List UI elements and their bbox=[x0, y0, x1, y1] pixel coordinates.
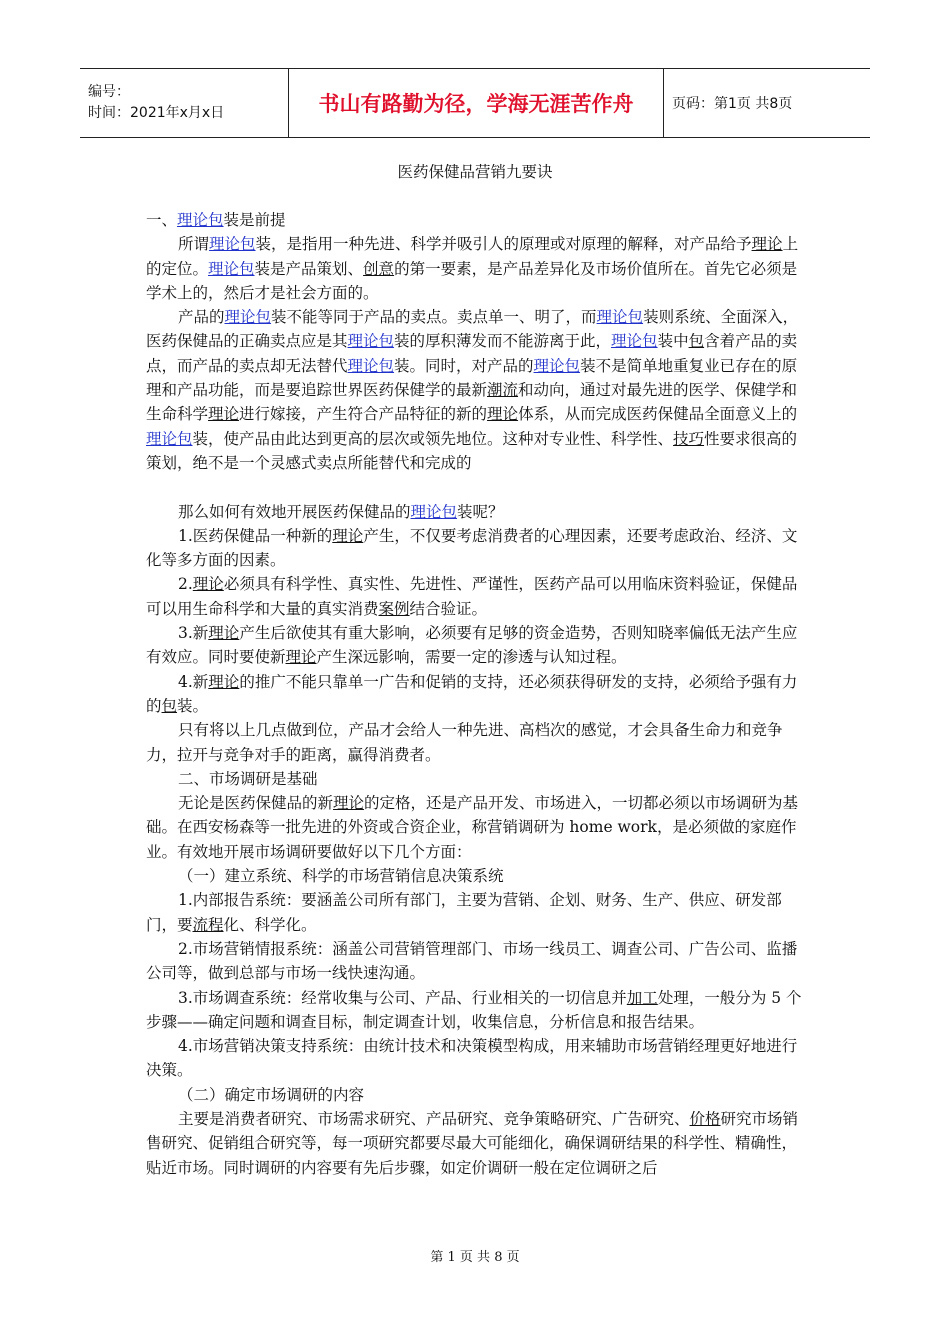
paragraph-text: 性要求很高的策划，绝不是一个灵感式卖点所能替代和完成的 bbox=[146, 429, 798, 472]
paragraph-text: 1.内部报告系统：要涵盖公司所有部门，主要为营销、企划、财务、生产、供应、研发部门，要 bbox=[146, 891, 782, 934]
paragraph bbox=[146, 305, 810, 475]
header-page-code: 页码：第1页 共8页 bbox=[672, 96, 793, 112]
paragraph-text: 3.新 bbox=[178, 624, 209, 643]
underlined-term: 创意 bbox=[363, 259, 395, 278]
paragraph-text: 装中 bbox=[657, 332, 689, 351]
underlined-term: 理论 bbox=[208, 624, 240, 643]
paragraph bbox=[146, 767, 810, 791]
document-title: 医药保健品营销九要诀 bbox=[397, 163, 553, 181]
paragraph-text: 所谓 bbox=[178, 235, 210, 254]
term-link[interactable]: 理论包 bbox=[209, 235, 256, 254]
paragraph-text: 含着产品的卖点，而产品的卖点却无法替代 bbox=[146, 332, 798, 375]
term-link[interactable]: 理论包 bbox=[347, 332, 395, 351]
paragraph bbox=[146, 1107, 810, 1180]
paragraph-text: 结合验证。 bbox=[409, 599, 488, 618]
paragraph-text: （二）确定市场调研的内容 bbox=[178, 1085, 365, 1104]
term-link[interactable]: 理论包 bbox=[347, 356, 395, 375]
paragraph-text: 产品的 bbox=[178, 308, 225, 327]
term-link[interactable]: 理论包 bbox=[146, 429, 193, 448]
term-link[interactable]: 理论包 bbox=[208, 259, 255, 278]
header-meta bbox=[80, 69, 289, 137]
underlined-term: 技巧 bbox=[673, 429, 705, 448]
paragraph bbox=[146, 986, 810, 1035]
page-header bbox=[80, 68, 870, 138]
underlined-term: 加工 bbox=[626, 988, 658, 1007]
paragraph-text: 装呢？ bbox=[457, 502, 504, 521]
term-link[interactable]: 理论包 bbox=[596, 308, 644, 327]
paragraph-text: 化、科学化。 bbox=[223, 915, 317, 934]
paragraph-text: 装，是指用一种先进、科学并吸引人的原理或对原理的解释，对产品给予 bbox=[255, 235, 752, 254]
paragraph-text: 2. bbox=[178, 575, 193, 594]
underlined-term: 价格 bbox=[689, 1109, 721, 1128]
term-link[interactable]: 理论包 bbox=[533, 356, 581, 375]
paragraph bbox=[146, 500, 810, 524]
term-link[interactable]: 理论包 bbox=[410, 502, 458, 521]
underlined-term: 案例 bbox=[378, 599, 410, 618]
underlined-term: 理论 bbox=[333, 794, 365, 813]
paragraph-text: 4.市场营销决策支持系统：由统计技术和决策模型构成，用来辅助市场营销经理更好地进行决策。 bbox=[146, 1037, 798, 1080]
paragraph-text: 1.医药保健品一种新的 bbox=[178, 526, 333, 545]
paragraph-text: 装的厚积薄发而不能游离于此， bbox=[394, 332, 612, 351]
underlined-term: 理论 bbox=[332, 526, 364, 545]
paragraph-text: （一）建立系统、科学的市场营销信息决策系统 bbox=[178, 867, 504, 886]
paragraph-text: 上的定位。 bbox=[146, 235, 799, 278]
paragraph-text: 体系，从而完成医药保健品全面意义上的 bbox=[518, 405, 798, 424]
paragraph-text: 产生，不仅要考虑消费者的心理因素，还要考虑政治、经济、文化等多方面的因素。 bbox=[146, 526, 798, 570]
paragraph-text: 和动向，通过对最先进的医学、保健学和生命科学 bbox=[146, 381, 798, 424]
document-body bbox=[146, 208, 810, 1180]
paragraph-text: 的推广不能只靠单一广告和促销的支持，还必须获得研发的支持，必须给予强有力的 bbox=[146, 672, 798, 715]
paragraph-text: 2.市场营销情报系统：涵盖公司营销管理部门、市场一线员工、调查公司、广告公司、监播公司等，做到总部与市场一线快速沟通。 bbox=[146, 939, 798, 983]
paragraph-text: 装，使产品由此达到更高的层次或领先地位。这种对专业性、科学性、 bbox=[192, 429, 674, 448]
paragraph-text: 无论是医药保健品的新 bbox=[178, 794, 334, 813]
paragraph bbox=[146, 937, 810, 986]
page-footer: 第 1 页 共 8 页 bbox=[430, 1250, 520, 1265]
paragraph-text: 装。同时，对产品的 bbox=[394, 356, 534, 375]
paragraph-text: 装。 bbox=[177, 696, 209, 715]
underlined-term: 理论 bbox=[208, 405, 240, 424]
paragraph bbox=[146, 1034, 810, 1083]
term-link[interactable]: 理论包 bbox=[177, 211, 224, 229]
doc-time-label: 时间：2021年x月x日 bbox=[88, 105, 225, 121]
underlined-term: 理论 bbox=[487, 405, 519, 424]
paragraph-text: 4.新 bbox=[178, 672, 209, 691]
underlined-term: 理论 bbox=[192, 575, 224, 594]
paragraph bbox=[146, 864, 810, 888]
underlined-term: 包 bbox=[688, 332, 705, 351]
paragraph-text: 二、市场调研是基础 bbox=[178, 769, 318, 788]
paragraph bbox=[146, 888, 810, 937]
paragraph-text: 研究市场销售研究、促销组合研究等，每一项研究都要尽最大可能细化，确保调研结果的科学性、精确性，贴近市场。同时调研的内容要有先后步骤，如定价调研一般在定位调研之后 bbox=[146, 1109, 799, 1177]
underlined-term: 包 bbox=[161, 696, 178, 715]
paragraph bbox=[146, 621, 810, 670]
paragraph bbox=[146, 718, 810, 767]
underlined-term: 理论 bbox=[208, 672, 240, 691]
term-link[interactable]: 理论包 bbox=[224, 308, 272, 327]
paragraph bbox=[146, 232, 810, 305]
paragraph bbox=[146, 524, 810, 573]
paragraph-text: 那么如何有效地开展医药保健品的 bbox=[178, 502, 411, 521]
underlined-term: 潮流 bbox=[487, 381, 519, 400]
underlined-term: 理论 bbox=[285, 648, 317, 667]
underlined-term: 流程 bbox=[192, 915, 224, 934]
term-link[interactable]: 理论包 bbox=[611, 332, 658, 351]
paragraph bbox=[146, 208, 810, 232]
header-motto: 书山有路勤为径，学海无涯苦作舟 bbox=[289, 69, 664, 137]
paragraph-text: 产生深远影响，需要一定的渗透与认知过程。 bbox=[316, 648, 627, 667]
doc-number-label: 编号： bbox=[88, 84, 130, 100]
paragraph-text: 一、 bbox=[146, 211, 178, 229]
paragraph bbox=[146, 670, 810, 719]
paragraph bbox=[146, 1083, 810, 1107]
paragraph-text: 主要是消费者研究、市场需求研究、产品研究、竞争策略研究、广告研究、 bbox=[178, 1109, 690, 1128]
paragraph-text: 产生后欲使其有重大影响，必须要有足够的资金造势，否则知晓率偏低无法产生应有效应。同时要使新 bbox=[146, 624, 798, 667]
paragraph-text: 只有将以上几点做到位，产品才会给人一种先进、高档次的感觉，才会具备生命力和竞争力，拉开与竞争对手的距离，赢得消费者。 bbox=[146, 721, 783, 764]
paragraph-text: 装则系统、全面深入，医药保健品的正确卖点应是其 bbox=[146, 308, 799, 351]
paragraph-text: 处理，一般分为 5 个步骤——确定问题和调查目标，制定调查计划，收集信息，分析信息和报告结果。 bbox=[146, 988, 802, 1031]
paragraph-text: 的第一要素，是产品差异化及市场价值所在。首先它必须是学术上的，然后才是社会方面的。 bbox=[146, 259, 798, 302]
paragraph bbox=[146, 791, 810, 864]
paragraph-text: 装是产品策划、 bbox=[254, 259, 364, 278]
paragraph-text: 的定格，还是产品开发、市场进入，一切都必须以市场调研为基础。在西安杨森等一批先进的外资或合资企业，称营销调研为 home work，是必须做的家庭作业。有效地开展市场调研要做好以下几个方面： bbox=[146, 794, 799, 861]
paragraph-text: 进行嫁接，产生符合产品特征的新的 bbox=[239, 405, 488, 424]
paragraph-text: 装不能等同于产品的卖点。卖点单一、明了，而 bbox=[271, 308, 597, 327]
paragraph-text: 装是前提 bbox=[223, 211, 286, 229]
paragraph-text: 3.市场调查系统：经常收集与公司、产品、行业相关的一切信息并 bbox=[178, 988, 627, 1007]
paragraph-text: 必须具有科学性、真实性、先进性、严谨性，医药产品可以用临床资料验证，保健品可以用生命科学和大量的真实消费 bbox=[146, 575, 798, 618]
paragraph bbox=[146, 572, 810, 621]
underlined-term: 理论 bbox=[751, 235, 783, 254]
paragraph-text: 装不是简单地重复业已存在的原理和产品功能，而是要追踪世界医药保健学的最新 bbox=[146, 356, 798, 400]
